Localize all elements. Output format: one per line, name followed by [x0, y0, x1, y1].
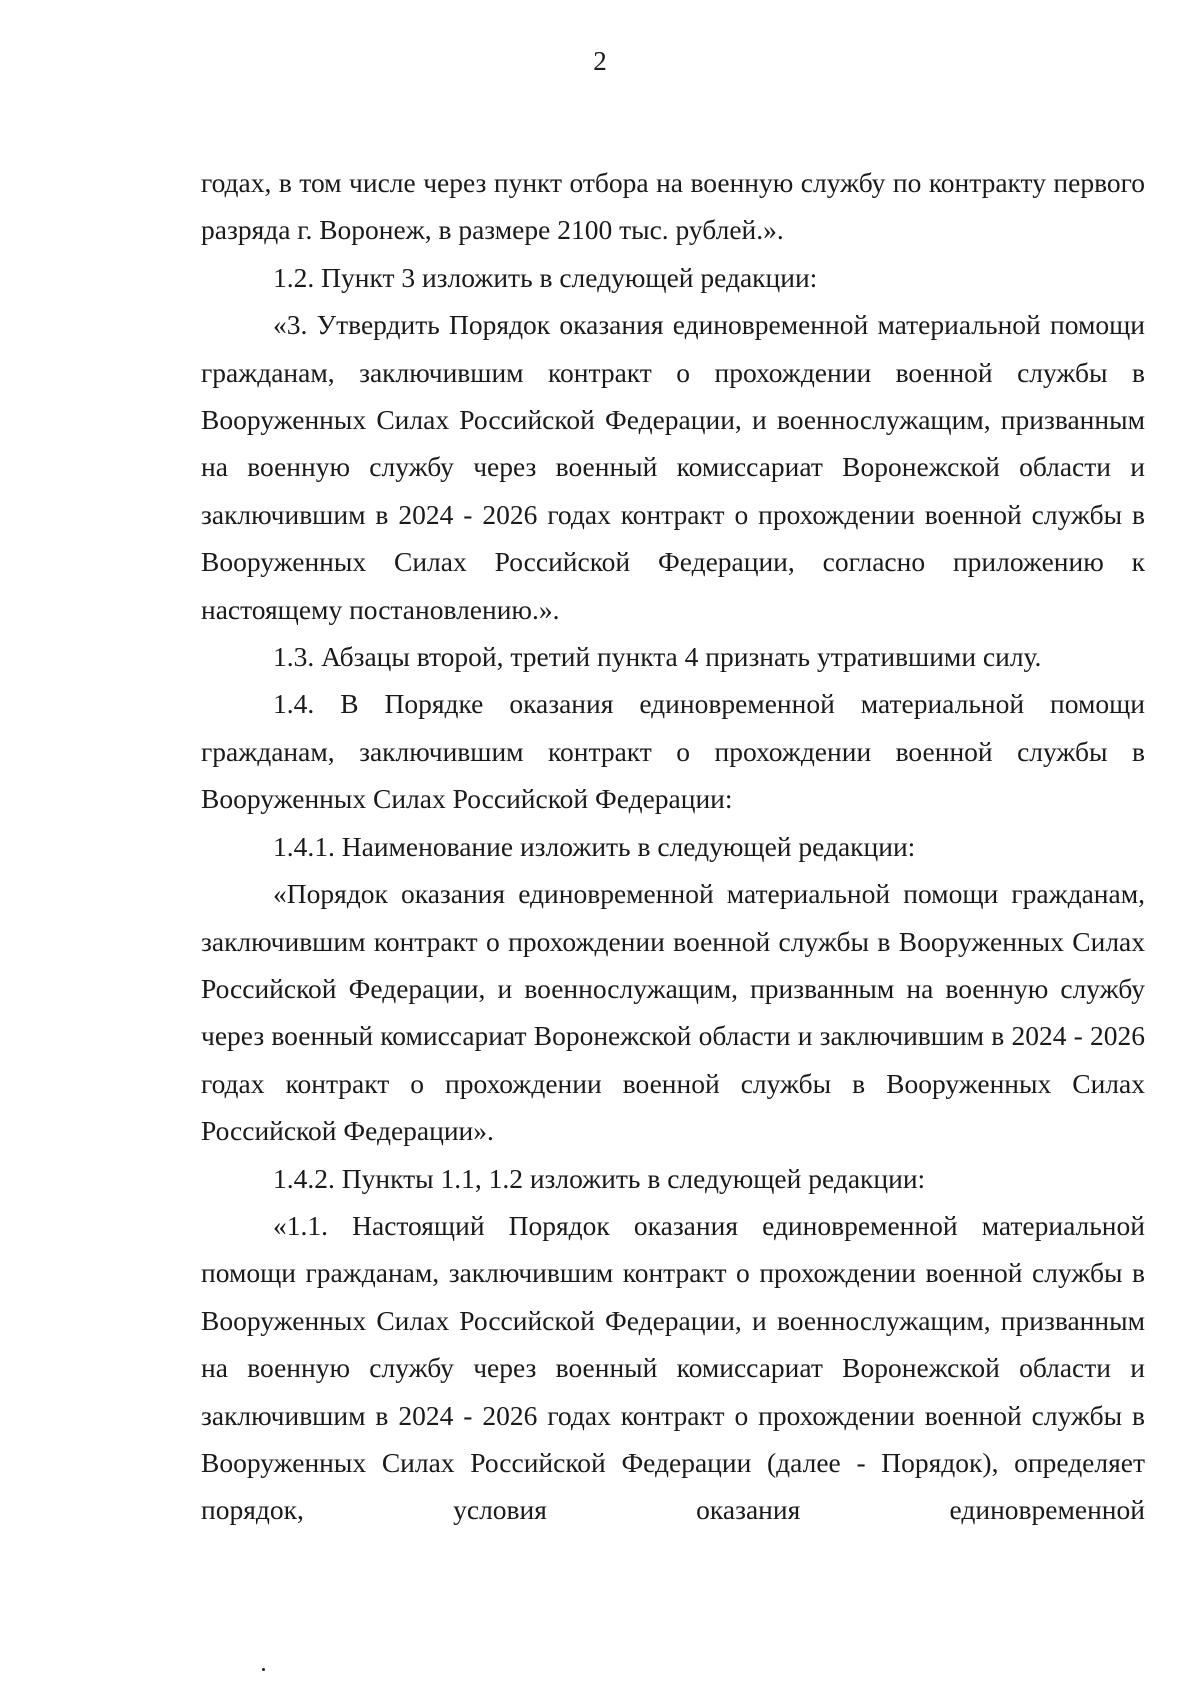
paragraph-quote-title: «Порядок оказания единовременной материальной помощи гражданам, заключившим контракт о прохождении военной службы в Вооруженных Силах Российской Федерации, и военнослужащим, призванным на военную службу через военный комиссариат Воронежской области и заключившим в 2024 - 2026 годах контракт о прохождении военной службы в Вооруженных Силах Российской Федерации». [201, 878, 1145, 1147]
scan-artifact-dot [262, 1668, 265, 1671]
page-number: 2 [593, 46, 607, 76]
paragraph-1-2: 1.2. Пункт 3 изложить в следующей редакции: [273, 261, 818, 293]
paragraph-1-4-2: 1.4.2. Пункты 1.1, 1.2 изложить в следующей редакции: [273, 1162, 926, 1194]
paragraph-quote-3: «3. Утвердить Порядок оказания единовременной материальной помощи гражданам, заключившим контракт о прохождении военной службы в Вооруженных Силах Российской Федерации, и военнослужащим, призванным на военную службу через военный комиссариат Воронежской области и заключившим в 2024 - 2026 годах контракт о прохождении военной службы в Вооруженных Силах Российской Федерации, согласно приложению к настоящему постановлению.». [201, 309, 1145, 625]
paragraph-1-3: 1.3. Абзацы второй, третий пункта 4 признать утратившими силу. [273, 641, 1042, 673]
paragraph-1-4: 1.4. В Порядке оказания единовременной материальной помощи гражданам, заключившим контракт о прохождении военной службы в Вооруженных Силах Российской Федерации: [201, 688, 1145, 815]
paragraph-quote-1-1: «1.1. Настоящий Порядок оказания единовременной материальной помощи гражданам, заключившим контракт о прохождении военной службы в Вооруженных Силах Российской Федерации, и военнослужащим, призванным на военную службу через военный комиссариат Воронежской области и заключившим в 2024 - 2026 годах контракт о прохождении военной службы в Вооруженных Силах Российской Федерации (далее - Порядок), определяет порядок, условия оказания единовременной [201, 1209, 1145, 1526]
document-body [201, 159, 1145, 1534]
paragraph-1-4-1: 1.4.1. Наименование изложить в следующей редакции: [273, 830, 916, 862]
paragraph-continuation: годах, в том числе через пункт отбора на военную службу по контракту первого разряда г. Воронеж, в размере 2100 тыс. рублей.». [201, 167, 1145, 246]
